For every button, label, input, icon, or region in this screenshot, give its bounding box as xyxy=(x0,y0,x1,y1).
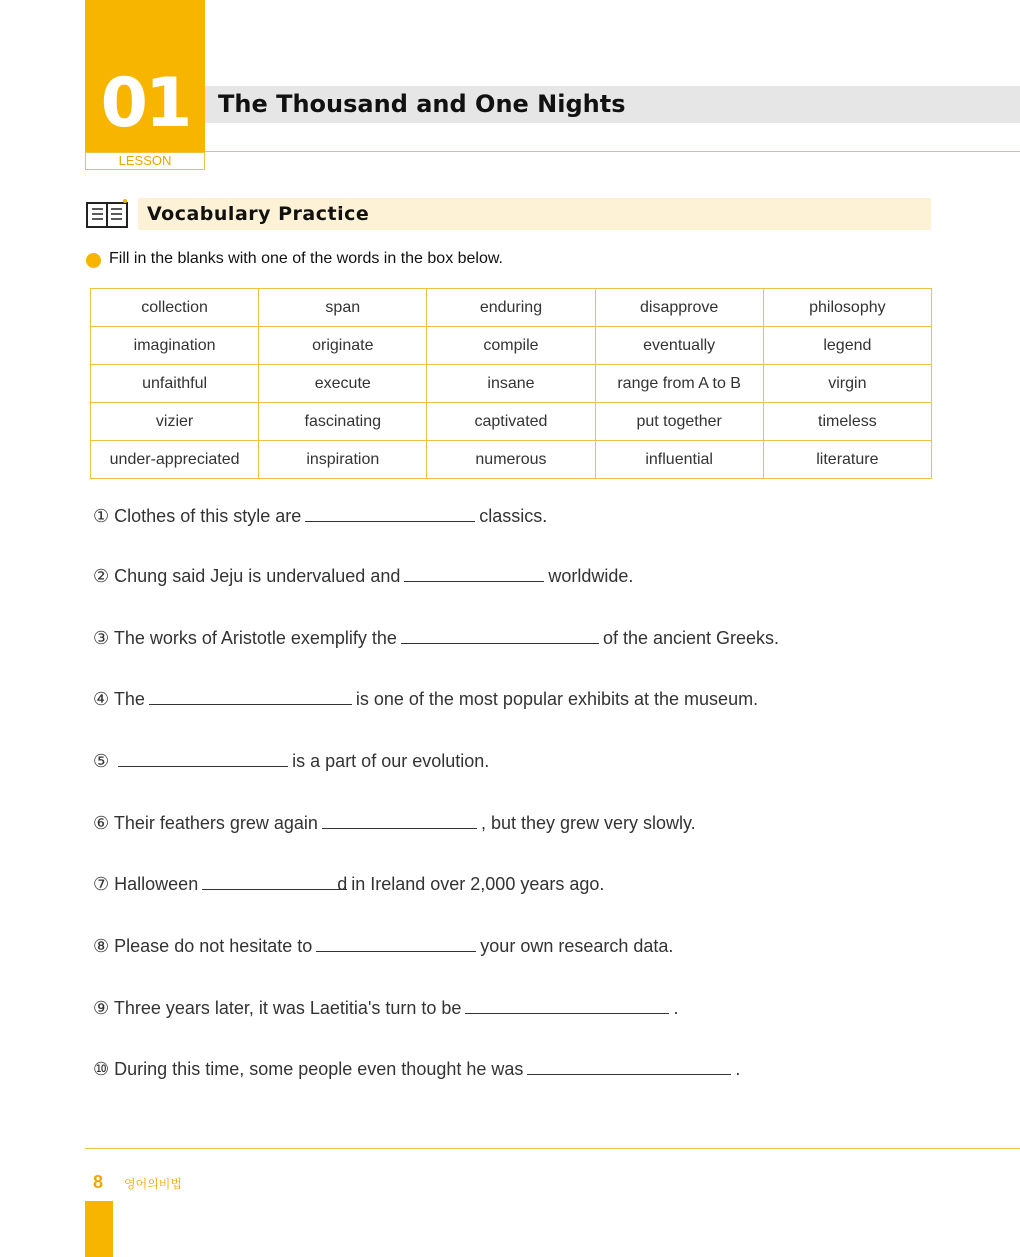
question-number: ② xyxy=(93,566,110,586)
lesson-number: 01 xyxy=(100,64,190,143)
word-box-cell: enduring xyxy=(427,289,595,327)
word-box-cell: execute xyxy=(259,365,427,403)
question-number: ⑨ xyxy=(93,998,110,1018)
question-text-after: in Ireland over 2,000 years ago. xyxy=(351,874,605,894)
footer-tab xyxy=(85,1201,113,1257)
word-box-cell: unfaithful xyxy=(91,365,259,403)
lesson-title: The Thousand and One Nights xyxy=(218,90,626,118)
question-text-before: Three years later, it was Laetitia's turn to be xyxy=(113,998,462,1018)
word-box-cell: imagination xyxy=(91,327,259,365)
word-box-cell: virgin xyxy=(763,365,931,403)
answer-blank[interactable] xyxy=(527,1056,731,1075)
word-box-cell: vizier xyxy=(91,403,259,441)
word-box-row xyxy=(91,289,932,327)
question-text-before: Their feathers grew again xyxy=(113,813,318,833)
answer-blank[interactable] xyxy=(404,563,544,582)
question-text-after: classics. xyxy=(479,506,548,526)
question-item xyxy=(93,563,633,589)
question-text-after: is a part of our evolution. xyxy=(292,751,490,771)
answer-blank[interactable] xyxy=(149,686,352,705)
answer-blank[interactable] xyxy=(305,503,475,522)
question-text-before: During this time, some people even thought he was xyxy=(114,1059,524,1079)
question-item xyxy=(93,686,758,712)
word-box-cell: numerous xyxy=(427,441,595,479)
question-item xyxy=(93,871,604,897)
question-item xyxy=(93,995,678,1021)
question-number: ⑤ xyxy=(93,751,110,771)
question-number: ③ xyxy=(93,628,110,648)
question-text-after: worldwide. xyxy=(548,566,634,586)
section-header xyxy=(138,198,931,230)
word-box-cell: literature xyxy=(763,441,931,479)
answer-blank[interactable] xyxy=(316,933,476,952)
blank-suffix: d xyxy=(337,874,348,894)
question-number: ⑧ xyxy=(93,936,110,956)
instruction-text: Fill in the blanks with one of the words in the box below. xyxy=(109,250,503,267)
word-box-row xyxy=(91,441,932,479)
word-box-cell: range from A to B xyxy=(595,365,763,403)
book-name: 영어의비법 xyxy=(124,1177,182,1191)
word-box-cell: compile xyxy=(427,327,595,365)
question-text-after: your own research data. xyxy=(480,936,674,956)
word-box-cell: eventually xyxy=(595,327,763,365)
word-box-table xyxy=(90,288,932,479)
word-box-cell: timeless xyxy=(763,403,931,441)
question-text-before: Halloween xyxy=(114,874,199,894)
word-box-cell: span xyxy=(259,289,427,327)
question-text-after: of the ancient Greeks. xyxy=(602,628,780,648)
question-item xyxy=(93,625,779,651)
footer-divider xyxy=(85,1148,1020,1149)
word-box-cell: fascinating xyxy=(259,403,427,441)
question-text-before: Clothes of this style are xyxy=(114,506,302,526)
question-item xyxy=(93,503,547,529)
word-box-row xyxy=(91,365,932,403)
page-number: 8 xyxy=(93,1172,104,1192)
word-box-cell: legend xyxy=(763,327,931,365)
question-number: ⑦ xyxy=(93,874,110,894)
question-item xyxy=(93,933,673,959)
word-box-cell: under-appreciated xyxy=(91,441,259,479)
lesson-badge xyxy=(85,0,205,152)
question-text-after: is one of the most popular exhibits at the museum. xyxy=(355,689,759,709)
question-item xyxy=(93,748,489,774)
question-text-before: Chung said Jeju is undervalued and xyxy=(114,566,401,586)
word-box-row xyxy=(91,403,932,441)
question-item xyxy=(93,1056,740,1082)
word-box-cell: insane xyxy=(427,365,595,403)
word-box-cell: disapprove xyxy=(595,289,763,327)
word-box-cell: collection xyxy=(91,289,259,327)
question-number: ⑥ xyxy=(93,813,110,833)
word-box-cell: captivated xyxy=(427,403,595,441)
header-divider xyxy=(205,151,1020,152)
question-text-before: The works of Aristotle exemplify the xyxy=(113,628,397,648)
answer-blank[interactable] xyxy=(118,748,288,767)
answer-blank[interactable] xyxy=(322,810,477,829)
word-box-cell: originate xyxy=(259,327,427,365)
section-title: Vocabulary Practice xyxy=(147,203,370,225)
question-number: ④ xyxy=(93,689,110,709)
word-box-cell: put together xyxy=(595,403,763,441)
lesson-title-bar xyxy=(205,86,1020,123)
question-text-before: Please do not hesitate to xyxy=(114,936,313,956)
question-number: ⑩ xyxy=(93,1059,110,1079)
word-box-cell: inspiration xyxy=(259,441,427,479)
bullet-dot-icon xyxy=(86,253,101,268)
answer-blank[interactable] xyxy=(465,995,669,1014)
question-text-before: The xyxy=(113,689,145,709)
word-box-cell: influential xyxy=(595,441,763,479)
word-box-cell: philosophy xyxy=(763,289,931,327)
book-icon xyxy=(86,199,130,229)
question-text-after: . xyxy=(673,998,679,1018)
question-text-after: , but they grew very slowly. xyxy=(480,813,696,833)
answer-blank[interactable] xyxy=(202,871,348,894)
question-number: ① xyxy=(93,506,110,526)
question-text-after: . xyxy=(735,1059,741,1079)
lesson-label: LESSON xyxy=(85,152,205,170)
answer-blank[interactable] xyxy=(401,625,599,644)
question-item xyxy=(93,810,696,836)
word-box-row xyxy=(91,327,932,365)
